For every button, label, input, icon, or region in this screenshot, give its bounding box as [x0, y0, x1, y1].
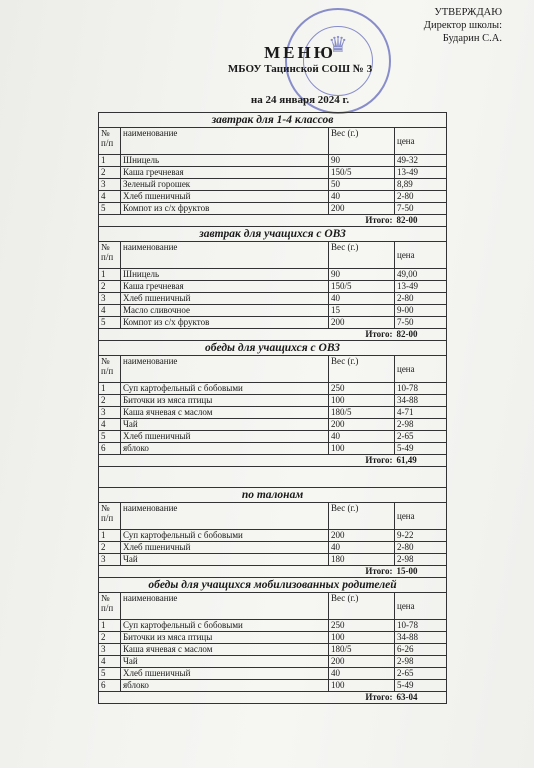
dish-name: Чай — [121, 419, 329, 431]
menu-date: на 24 января 2024 г. — [250, 94, 350, 106]
row-number: 4 — [99, 419, 121, 431]
dish-price: 7-50 — [395, 203, 447, 215]
table-row — [99, 419, 447, 431]
total-label: Итого: — [99, 329, 395, 341]
total-label: Итого: — [99, 215, 395, 227]
table-row — [99, 179, 447, 191]
dish-name: Чай — [121, 656, 329, 668]
table-row — [99, 656, 447, 668]
table-row — [99, 395, 447, 407]
dish-name: Чай — [121, 554, 329, 566]
dish-price: 9-00 — [395, 305, 447, 317]
col-price-header: цена — [395, 356, 447, 383]
table-row — [99, 317, 447, 329]
total-row — [99, 329, 447, 341]
dish-weight: 40 — [329, 542, 395, 554]
approval-line-2: Директор школы: — [423, 20, 502, 31]
dish-name: Суп картофельный с бобовыми — [121, 383, 329, 395]
dish-weight: 200 — [329, 656, 395, 668]
total-label: Итого: — [99, 566, 395, 578]
dish-weight: 250 — [329, 383, 395, 395]
approval-line-1: УТВЕРЖДАЮ — [434, 7, 502, 18]
row-number: 3 — [99, 554, 121, 566]
dish-price: 5-49 — [395, 443, 447, 455]
column-header-row — [99, 242, 447, 269]
col-weight-header: Вес (г.) — [329, 503, 395, 530]
col-price-header: цена — [395, 128, 447, 155]
dish-name: Зеленый горошек — [121, 179, 329, 191]
dish-weight: 100 — [329, 632, 395, 644]
table-row — [99, 620, 447, 632]
dish-name: Суп картофельный с бобовыми — [121, 620, 329, 632]
table-row — [99, 305, 447, 317]
total-row — [99, 455, 447, 467]
table-row — [99, 431, 447, 443]
dish-price: 49-32 — [395, 155, 447, 167]
dish-weight: 150/5 — [329, 167, 395, 179]
row-number: 5 — [99, 317, 121, 329]
table-row — [99, 680, 447, 692]
table-row — [99, 407, 447, 419]
table-row — [99, 632, 447, 644]
total-value: 82-00 — [395, 329, 447, 341]
row-number: 3 — [99, 293, 121, 305]
dish-weight: 180 — [329, 554, 395, 566]
dish-name: Каша ячневая с маслом — [121, 407, 329, 419]
table-row — [99, 269, 447, 281]
dish-name: Хлеб пшеничный — [121, 431, 329, 443]
dish-name: яблоко — [121, 680, 329, 692]
dish-name: Суп картофельный с бобовыми — [121, 530, 329, 542]
spacer-cell — [99, 467, 447, 488]
col-num-header: № п/п — [99, 593, 121, 620]
row-number: 5 — [99, 668, 121, 680]
dish-name: Биточки из мяса птицы — [121, 395, 329, 407]
col-name-header: наименование — [121, 128, 329, 155]
section-title-row — [99, 488, 447, 503]
row-number: 4 — [99, 305, 121, 317]
dish-price: 2-65 — [395, 668, 447, 680]
section-title: завтрак для 1-4 классов — [99, 113, 447, 128]
row-number: 1 — [99, 620, 121, 632]
section-title: по талонам — [99, 488, 447, 503]
row-number: 3 — [99, 179, 121, 191]
total-value: 61,49 — [395, 455, 447, 467]
row-number: 2 — [99, 167, 121, 179]
col-num-header: № п/п — [99, 503, 121, 530]
column-header-row — [99, 593, 447, 620]
dish-price: 8,89 — [395, 179, 447, 191]
dish-price: 4-71 — [395, 407, 447, 419]
row-number: 1 — [99, 383, 121, 395]
table-row — [99, 542, 447, 554]
col-weight-header: Вес (г.) — [329, 242, 395, 269]
table-row — [99, 155, 447, 167]
approval-line-3: Бударин С.А. — [442, 33, 502, 44]
section-spacer — [99, 467, 447, 488]
dish-weight: 50 — [329, 179, 395, 191]
column-header-row — [99, 503, 447, 530]
table-row — [99, 293, 447, 305]
dish-name: Биточки из мяса птицы — [121, 632, 329, 644]
row-number: 1 — [99, 269, 121, 281]
section-title: обеды для учащихся мобилизованных родителей — [99, 578, 447, 593]
dish-price: 13-49 — [395, 167, 447, 179]
row-number: 6 — [99, 680, 121, 692]
table-row — [99, 281, 447, 293]
section-title: обеды для учащихся с ОВЗ — [99, 341, 447, 356]
row-number: 3 — [99, 644, 121, 656]
total-value: 82-00 — [395, 215, 447, 227]
dish-weight: 40 — [329, 431, 395, 443]
dish-name: яблоко — [121, 443, 329, 455]
dish-name: Хлеб пшеничный — [121, 293, 329, 305]
col-price-header: цена — [395, 593, 447, 620]
dish-name: Хлеб пшеничный — [121, 668, 329, 680]
table-row — [99, 167, 447, 179]
table-row — [99, 443, 447, 455]
section-title-row — [99, 113, 447, 128]
section-title: завтрак для учащихся с ОВЗ — [99, 227, 447, 242]
table-row — [99, 554, 447, 566]
dish-weight: 100 — [329, 395, 395, 407]
table-row — [99, 191, 447, 203]
dish-price: 6-26 — [395, 644, 447, 656]
dish-price: 34-88 — [395, 632, 447, 644]
page-title: МЕНЮ — [264, 43, 336, 62]
dish-name: Шницель — [121, 269, 329, 281]
row-number: 2 — [99, 281, 121, 293]
table-row — [99, 668, 447, 680]
dish-weight: 200 — [329, 419, 395, 431]
dish-name: Масло сливочное — [121, 305, 329, 317]
dish-name: Каша гречневая — [121, 167, 329, 179]
dish-weight: 200 — [329, 530, 395, 542]
section-title-row — [99, 341, 447, 356]
table-row — [99, 530, 447, 542]
dish-price: 2-80 — [395, 191, 447, 203]
row-number: 2 — [99, 395, 121, 407]
row-number: 2 — [99, 632, 121, 644]
dish-price: 7-50 — [395, 317, 447, 329]
table-row — [99, 383, 447, 395]
dish-price: 49,00 — [395, 269, 447, 281]
dish-price: 13-49 — [395, 281, 447, 293]
dish-weight: 100 — [329, 443, 395, 455]
dish-price: 2-65 — [395, 431, 447, 443]
total-label: Итого: — [99, 455, 395, 467]
dish-weight: 200 — [329, 317, 395, 329]
row-number: 3 — [99, 407, 121, 419]
section-title-row — [99, 227, 447, 242]
col-name-header: наименование — [121, 593, 329, 620]
dish-weight: 40 — [329, 191, 395, 203]
dish-weight: 180/5 — [329, 644, 395, 656]
col-price-header: цена — [395, 242, 447, 269]
col-weight-header: Вес (г.) — [329, 128, 395, 155]
total-value: 63-04 — [395, 692, 447, 704]
dish-name: Шницель — [121, 155, 329, 167]
col-price-header: цена — [395, 503, 447, 530]
menu-table — [98, 112, 447, 704]
row-number: 5 — [99, 203, 121, 215]
column-header-row — [99, 128, 447, 155]
dish-price: 34-88 — [395, 395, 447, 407]
row-number: 4 — [99, 656, 121, 668]
total-label: Итого: — [99, 692, 395, 704]
dish-weight: 90 — [329, 269, 395, 281]
dish-price: 2-98 — [395, 419, 447, 431]
total-value: 15-00 — [395, 566, 447, 578]
section-title-row — [99, 578, 447, 593]
dish-weight: 150/5 — [329, 281, 395, 293]
dish-name: Каша гречневая — [121, 281, 329, 293]
col-num-header: № п/п — [99, 242, 121, 269]
row-number: 2 — [99, 542, 121, 554]
dish-price: 10-78 — [395, 383, 447, 395]
table-row — [99, 203, 447, 215]
dish-name: Компот из с/х фруктов — [121, 317, 329, 329]
dish-weight: 40 — [329, 293, 395, 305]
dish-price: 2-80 — [395, 293, 447, 305]
dish-weight: 250 — [329, 620, 395, 632]
col-name-header: наименование — [121, 503, 329, 530]
dish-weight: 15 — [329, 305, 395, 317]
row-number: 5 — [99, 431, 121, 443]
row-number: 4 — [99, 191, 121, 203]
dish-name: Хлеб пшеничный — [121, 191, 329, 203]
dish-weight: 40 — [329, 668, 395, 680]
table-row — [99, 644, 447, 656]
total-row — [99, 215, 447, 227]
col-name-header: наименование — [121, 242, 329, 269]
approval-block — [424, 6, 502, 45]
school-name: МБОУ Тацинской СОШ № 3 — [227, 63, 373, 75]
col-weight-header: Вес (г.) — [329, 593, 395, 620]
total-row — [99, 566, 447, 578]
dish-price: 9-22 — [395, 530, 447, 542]
menu-sheet — [98, 112, 446, 704]
dish-price: 2-98 — [395, 656, 447, 668]
total-row — [99, 692, 447, 704]
col-name-header: наименование — [121, 356, 329, 383]
col-num-header: № п/п — [99, 356, 121, 383]
col-num-header: № п/п — [99, 128, 121, 155]
dish-name: Компот из с/х фруктов — [121, 203, 329, 215]
dish-price: 2-98 — [395, 554, 447, 566]
dish-price: 5-49 — [395, 680, 447, 692]
row-number: 6 — [99, 443, 121, 455]
dish-weight: 200 — [329, 203, 395, 215]
col-weight-header: Вес (г.) — [329, 356, 395, 383]
row-number: 1 — [99, 530, 121, 542]
dish-weight: 100 — [329, 680, 395, 692]
column-header-row — [99, 356, 447, 383]
dish-name: Каша ячневая с маслом — [121, 644, 329, 656]
dish-weight: 90 — [329, 155, 395, 167]
row-number: 1 — [99, 155, 121, 167]
crown-icon: ♛ — [328, 32, 348, 57]
dish-price: 10-78 — [395, 620, 447, 632]
dish-name: Хлеб пшеничный — [121, 542, 329, 554]
dish-price: 2-80 — [395, 542, 447, 554]
dish-weight: 180/5 — [329, 407, 395, 419]
